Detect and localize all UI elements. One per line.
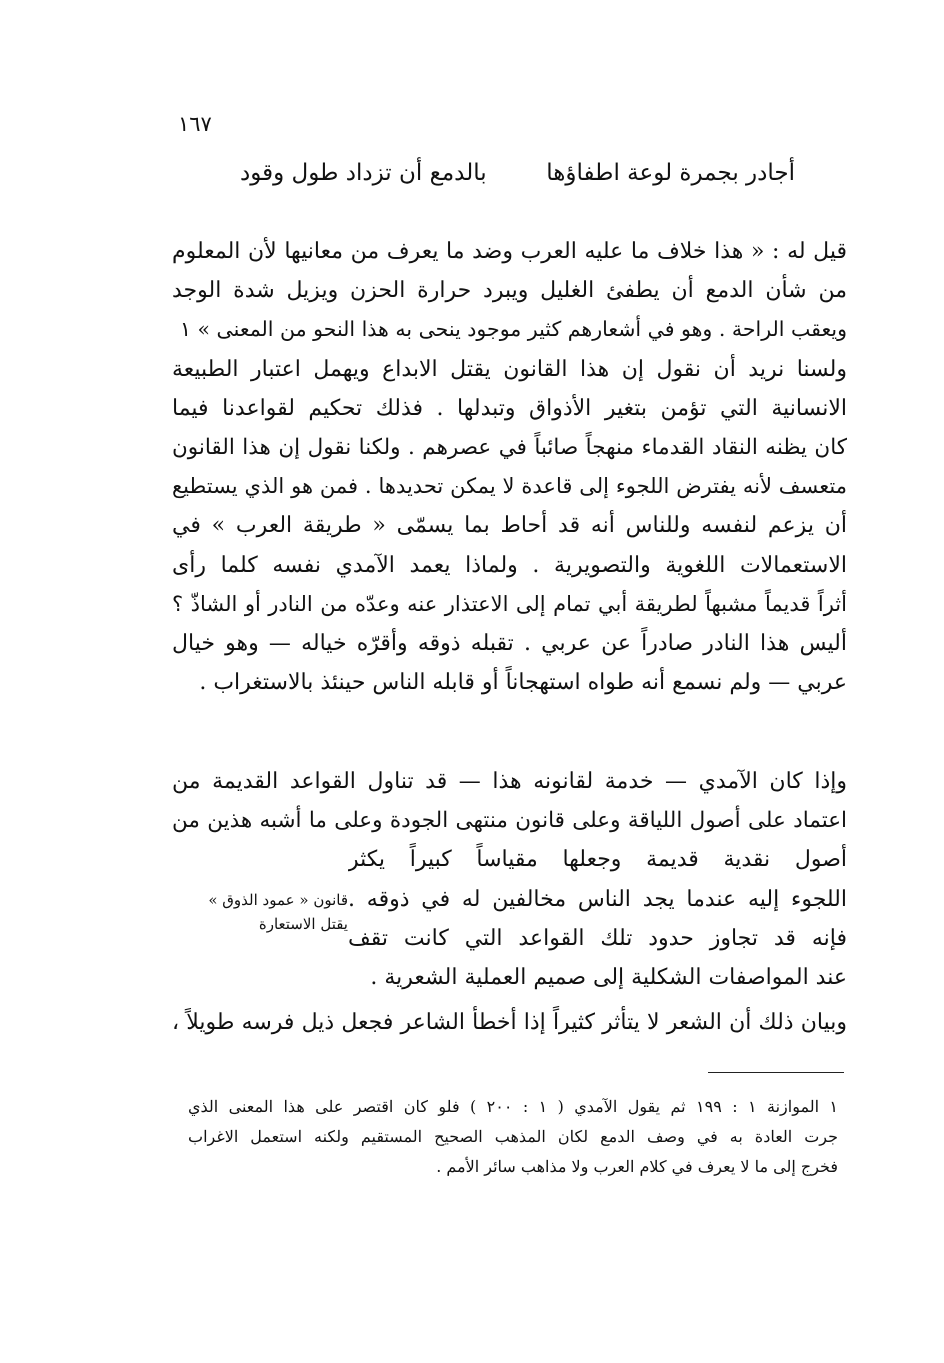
text-line: قيل له : « هذا خلاف ما عليه العرب وضد ما يعرف من معانيها لأن المعلوم bbox=[172, 239, 847, 264]
text-line-indented: أصول نقدية قديمة وجعلها مقياساً كبيراً يكثر bbox=[348, 847, 847, 873]
text-line: متعسف لأنه يفترض اللجوء إلى قاعدة لا يمكن تحديدها . فمن هو الذي يستطيع bbox=[172, 474, 847, 499]
margin-note-line: يقتل الاستعارة bbox=[258, 915, 348, 933]
footnote-divider bbox=[708, 1072, 844, 1073]
text-line: من شأن الدمع أن يطفئ الغليل ويبرد حرارة الحزن ويزيل شدة الوجد bbox=[172, 278, 847, 304]
text-line-indented: عند المواصفات الشكلية إلى صميم العملية الشعرية . bbox=[370, 964, 847, 990]
footnote-line: جرت العادة به في وصف الدمع لكان المذهب الصحيح المستقيم ولكنه استعمل الاغراب bbox=[188, 1127, 838, 1146]
text-line: وإذا كان الآمدي — خدمة لقانونه هذا — قد تناول القواعد القديمة من bbox=[172, 769, 847, 794]
footnote-line: فخرج إلى ما لا يعرف في كلام العرب ولا مذاهب سائر الأمم . bbox=[436, 1157, 838, 1176]
text-line: كان يظنه النقاد القدماء منهجاً صائباً في عصرهم . ولكنا نقول إن هذا القانون bbox=[172, 434, 847, 460]
text-line: عربي — ولم نسمع أنه طواه استهجاناً أو قابله الناس حينئذ بالاستغراب . bbox=[199, 670, 847, 696]
text-line: الاستعمالات اللغوية والتصويرية . ولماذا يعمد الآمدي نفسه كلما رأى bbox=[172, 552, 847, 578]
margin-note bbox=[168, 888, 348, 936]
paragraph-1 bbox=[172, 232, 847, 702]
poetry-verse bbox=[240, 160, 795, 200]
text-line: اعتماد على أصول اللياقة وعلى قانون منتهى الجودة وعلى ما أشبه هذين من bbox=[172, 808, 847, 834]
text-line-indented: اللجوء إليه عندما يجد الناس مخالفين له في ذوقه . bbox=[348, 886, 847, 912]
text-line: أن يزعم لنفسه وللناس أنه قد أحاط بما يسمّى « طريقة العرب » في bbox=[172, 513, 847, 539]
paragraph-2-continued bbox=[172, 1003, 847, 1042]
text-line: أثراً قديماً مشبهاً لطريقة أبي تمام إلى الاعتذار عنه وعدّه من النادر أو الشاذّ ؟ bbox=[172, 591, 847, 616]
footnote bbox=[188, 1092, 838, 1182]
text-line: الانسانية التي تؤمن بتغير الأذواق وتبدلها . فذلك تحكيم لقواعدنا فيما bbox=[172, 395, 847, 421]
margin-note-line: قانون « عمود الذوق » bbox=[208, 891, 348, 909]
text-line: ويعقب الراحة . وهو في أشعارهم كثير موجود ينحى به هذا النحو من المعنى » ١ bbox=[179, 317, 847, 342]
text-line: ولسنا نريد أن نقول إن هذا القانون يقتل الابداع ويهمل اعتبار الطبيعة bbox=[172, 356, 847, 382]
text-line: وبيان ذلك أن الشعر لا يتأثر كثيراً إذا أخطأ الشاعر فجعل ذيل فرسه طويلاً ، bbox=[172, 1010, 847, 1035]
paragraph-2 bbox=[172, 762, 847, 997]
verse-first-hemistich: أجادر بجمرة لوعة اطفاؤها bbox=[546, 160, 795, 186]
text-line-indented: فإنه قد تجاوز حدود تلك القواعد التي كانت تقف bbox=[348, 925, 847, 951]
footnote-line: ١ الموازنة ١ : ١٩٩ ثم يقول الآمدي ( ١ : ٢٠٠ ) فلو كان اقتصر على هذا المعنى الذي bbox=[188, 1097, 838, 1116]
verse-second-hemistich: بالدمع أن تزداد طول وقود bbox=[240, 160, 487, 186]
page-number: ١٦٧ bbox=[178, 112, 212, 136]
text-line: أليس هذا النادر صادراً عن عربي . تقبله ذوقه وأقرّه خياله — وهو خيال bbox=[172, 630, 847, 656]
